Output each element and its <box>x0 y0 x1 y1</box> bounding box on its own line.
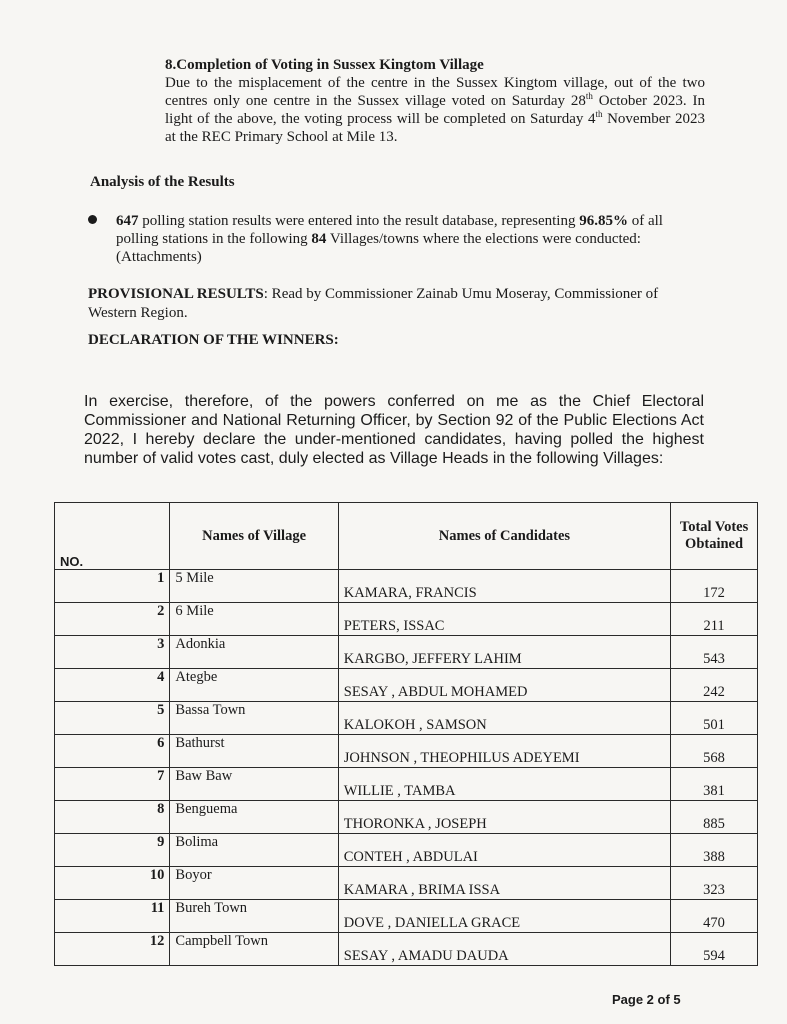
row-number: 10 <box>55 867 170 900</box>
bullet-text-part: polling station results were entered into the result database, representing <box>138 213 580 229</box>
table-row <box>55 834 758 867</box>
vote-count: 543 <box>671 636 758 669</box>
table-row <box>55 867 758 900</box>
vote-count: 242 <box>671 669 758 702</box>
section-8-text-a: Due to the misplacement of the centre in the Sussex Kingtom village, out of the two centres only one centre in the Sussex village voted on Saturday 28 <box>165 75 705 109</box>
village-count: 84 <box>311 231 327 247</box>
row-number: 11 <box>55 900 170 933</box>
village-name: Benguema <box>170 801 338 834</box>
row-number: 2 <box>55 603 170 636</box>
village-name: Bathurst <box>170 735 338 768</box>
candidate-name: THORONKA , JOSEPH <box>338 801 670 834</box>
vote-count: 388 <box>671 834 758 867</box>
section-8 <box>165 56 705 146</box>
analysis-bullet-text <box>116 212 668 266</box>
row-number: 8 <box>55 801 170 834</box>
header-votes: Total Votes Obtained <box>671 503 758 570</box>
candidate-name: DOVE , DANIELLA GRACE <box>338 900 670 933</box>
section-8-heading: 8.Completion of Voting in Sussex Kingtom Village <box>165 57 484 73</box>
provisional-results-text <box>88 285 688 323</box>
table-row <box>55 603 758 636</box>
village-name: Ategbe <box>170 669 338 702</box>
vote-count: 211 <box>671 603 758 636</box>
provisional-results-body: : Read by Commissioner Zainab Umu Moseray, Commissioner of Western Region. <box>88 286 659 321</box>
header-candidates: Names of Candidates <box>338 503 670 570</box>
vote-count: 501 <box>671 702 758 735</box>
bullet-icon <box>88 215 97 224</box>
candidate-name: PETERS, ISSAC <box>338 603 670 636</box>
village-name: Baw Baw <box>170 768 338 801</box>
row-number: 9 <box>55 834 170 867</box>
village-name: 6 Mile <box>170 603 338 636</box>
candidate-name: KAMARA , BRIMA ISSA <box>338 867 670 900</box>
village-name: Boyor <box>170 867 338 900</box>
station-percent: 96.85% <box>579 213 628 229</box>
table-row <box>55 702 758 735</box>
vote-count: 172 <box>671 570 758 603</box>
row-number: 7 <box>55 768 170 801</box>
candidate-name: KALOKOH , SAMSON <box>338 702 670 735</box>
bullet-text-part: of all polling stations in the following <box>116 213 663 247</box>
ordinal-suffix: th <box>585 91 593 101</box>
candidate-name: KARGBO, JEFFERY LAHIM <box>338 636 670 669</box>
row-number: 6 <box>55 735 170 768</box>
village-name: 5 Mile <box>170 570 338 603</box>
analysis-bullet <box>88 212 668 266</box>
provisional-results <box>88 285 688 323</box>
declaration-paragraph <box>84 392 704 468</box>
candidate-name: SESAY , AMADU DAUDA <box>338 933 670 966</box>
row-number: 5 <box>55 702 170 735</box>
table-row <box>55 570 758 603</box>
vote-count: 470 <box>671 900 758 933</box>
village-name: Campbell Town <box>170 933 338 966</box>
table-row <box>55 636 758 669</box>
vote-count: 568 <box>671 735 758 768</box>
table-row <box>55 933 758 966</box>
candidate-name: CONTEH , ABDULAI <box>338 834 670 867</box>
table-row <box>55 900 758 933</box>
vote-count: 381 <box>671 768 758 801</box>
village-name: Bassa Town <box>170 702 338 735</box>
table-row <box>55 735 758 768</box>
vote-count: 323 <box>671 867 758 900</box>
candidate-name: WILLIE , TAMBA <box>338 768 670 801</box>
row-number: 12 <box>55 933 170 966</box>
vote-count: 594 <box>671 933 758 966</box>
row-number: 3 <box>55 636 170 669</box>
station-count: 647 <box>116 213 139 229</box>
table-row <box>55 669 758 702</box>
table-header-row <box>55 503 758 570</box>
candidate-name: SESAY , ABDUL MOHAMED <box>338 669 670 702</box>
bullet-text-part: Villages/towns where the elections were conducted: (Attachments) <box>116 231 641 265</box>
village-name: Bureh Town <box>170 900 338 933</box>
candidate-name: KAMARA, FRANCIS <box>338 570 670 603</box>
village-name: Bolima <box>170 834 338 867</box>
row-number: 1 <box>55 570 170 603</box>
ordinal-suffix: th <box>595 109 603 119</box>
declaration-heading: DECLARATION OF THE WINNERS: <box>88 332 339 348</box>
table-row <box>55 801 758 834</box>
row-number: 4 <box>55 669 170 702</box>
declaration-text: In exercise, therefore, of the powers conferred on me as the Chief Electoral Commissioner and National Returning Officer, by Section 92 of the Public Elections Act 2022, I hereby declare the under-mentioned candidates, having polled the highest number of valid votes cast, duly elected as Village Heads in the following Villages: <box>84 393 704 467</box>
village-name: Adonkia <box>170 636 338 669</box>
section-8-text-c: November 2023 at the REC Primary School at Mile 13. <box>165 111 706 145</box>
provisional-results-label: PROVISIONAL RESULTS <box>88 286 264 302</box>
header-no: NO. <box>55 503 170 570</box>
vote-count: 885 <box>671 801 758 834</box>
page-number: Page 2 of 5 <box>612 992 681 1007</box>
candidate-name: JOHNSON , THEOPHILUS ADEYEMI <box>338 735 670 768</box>
header-village: Names of Village <box>170 503 338 570</box>
section-8-paragraph <box>165 74 705 146</box>
table-row <box>55 768 758 801</box>
results-table <box>54 502 758 966</box>
section-8-text-b: October 2023. In light of the above, the voting process will be completed on Saturday 4 <box>165 93 705 127</box>
analysis-heading: Analysis of the Results <box>90 174 235 190</box>
